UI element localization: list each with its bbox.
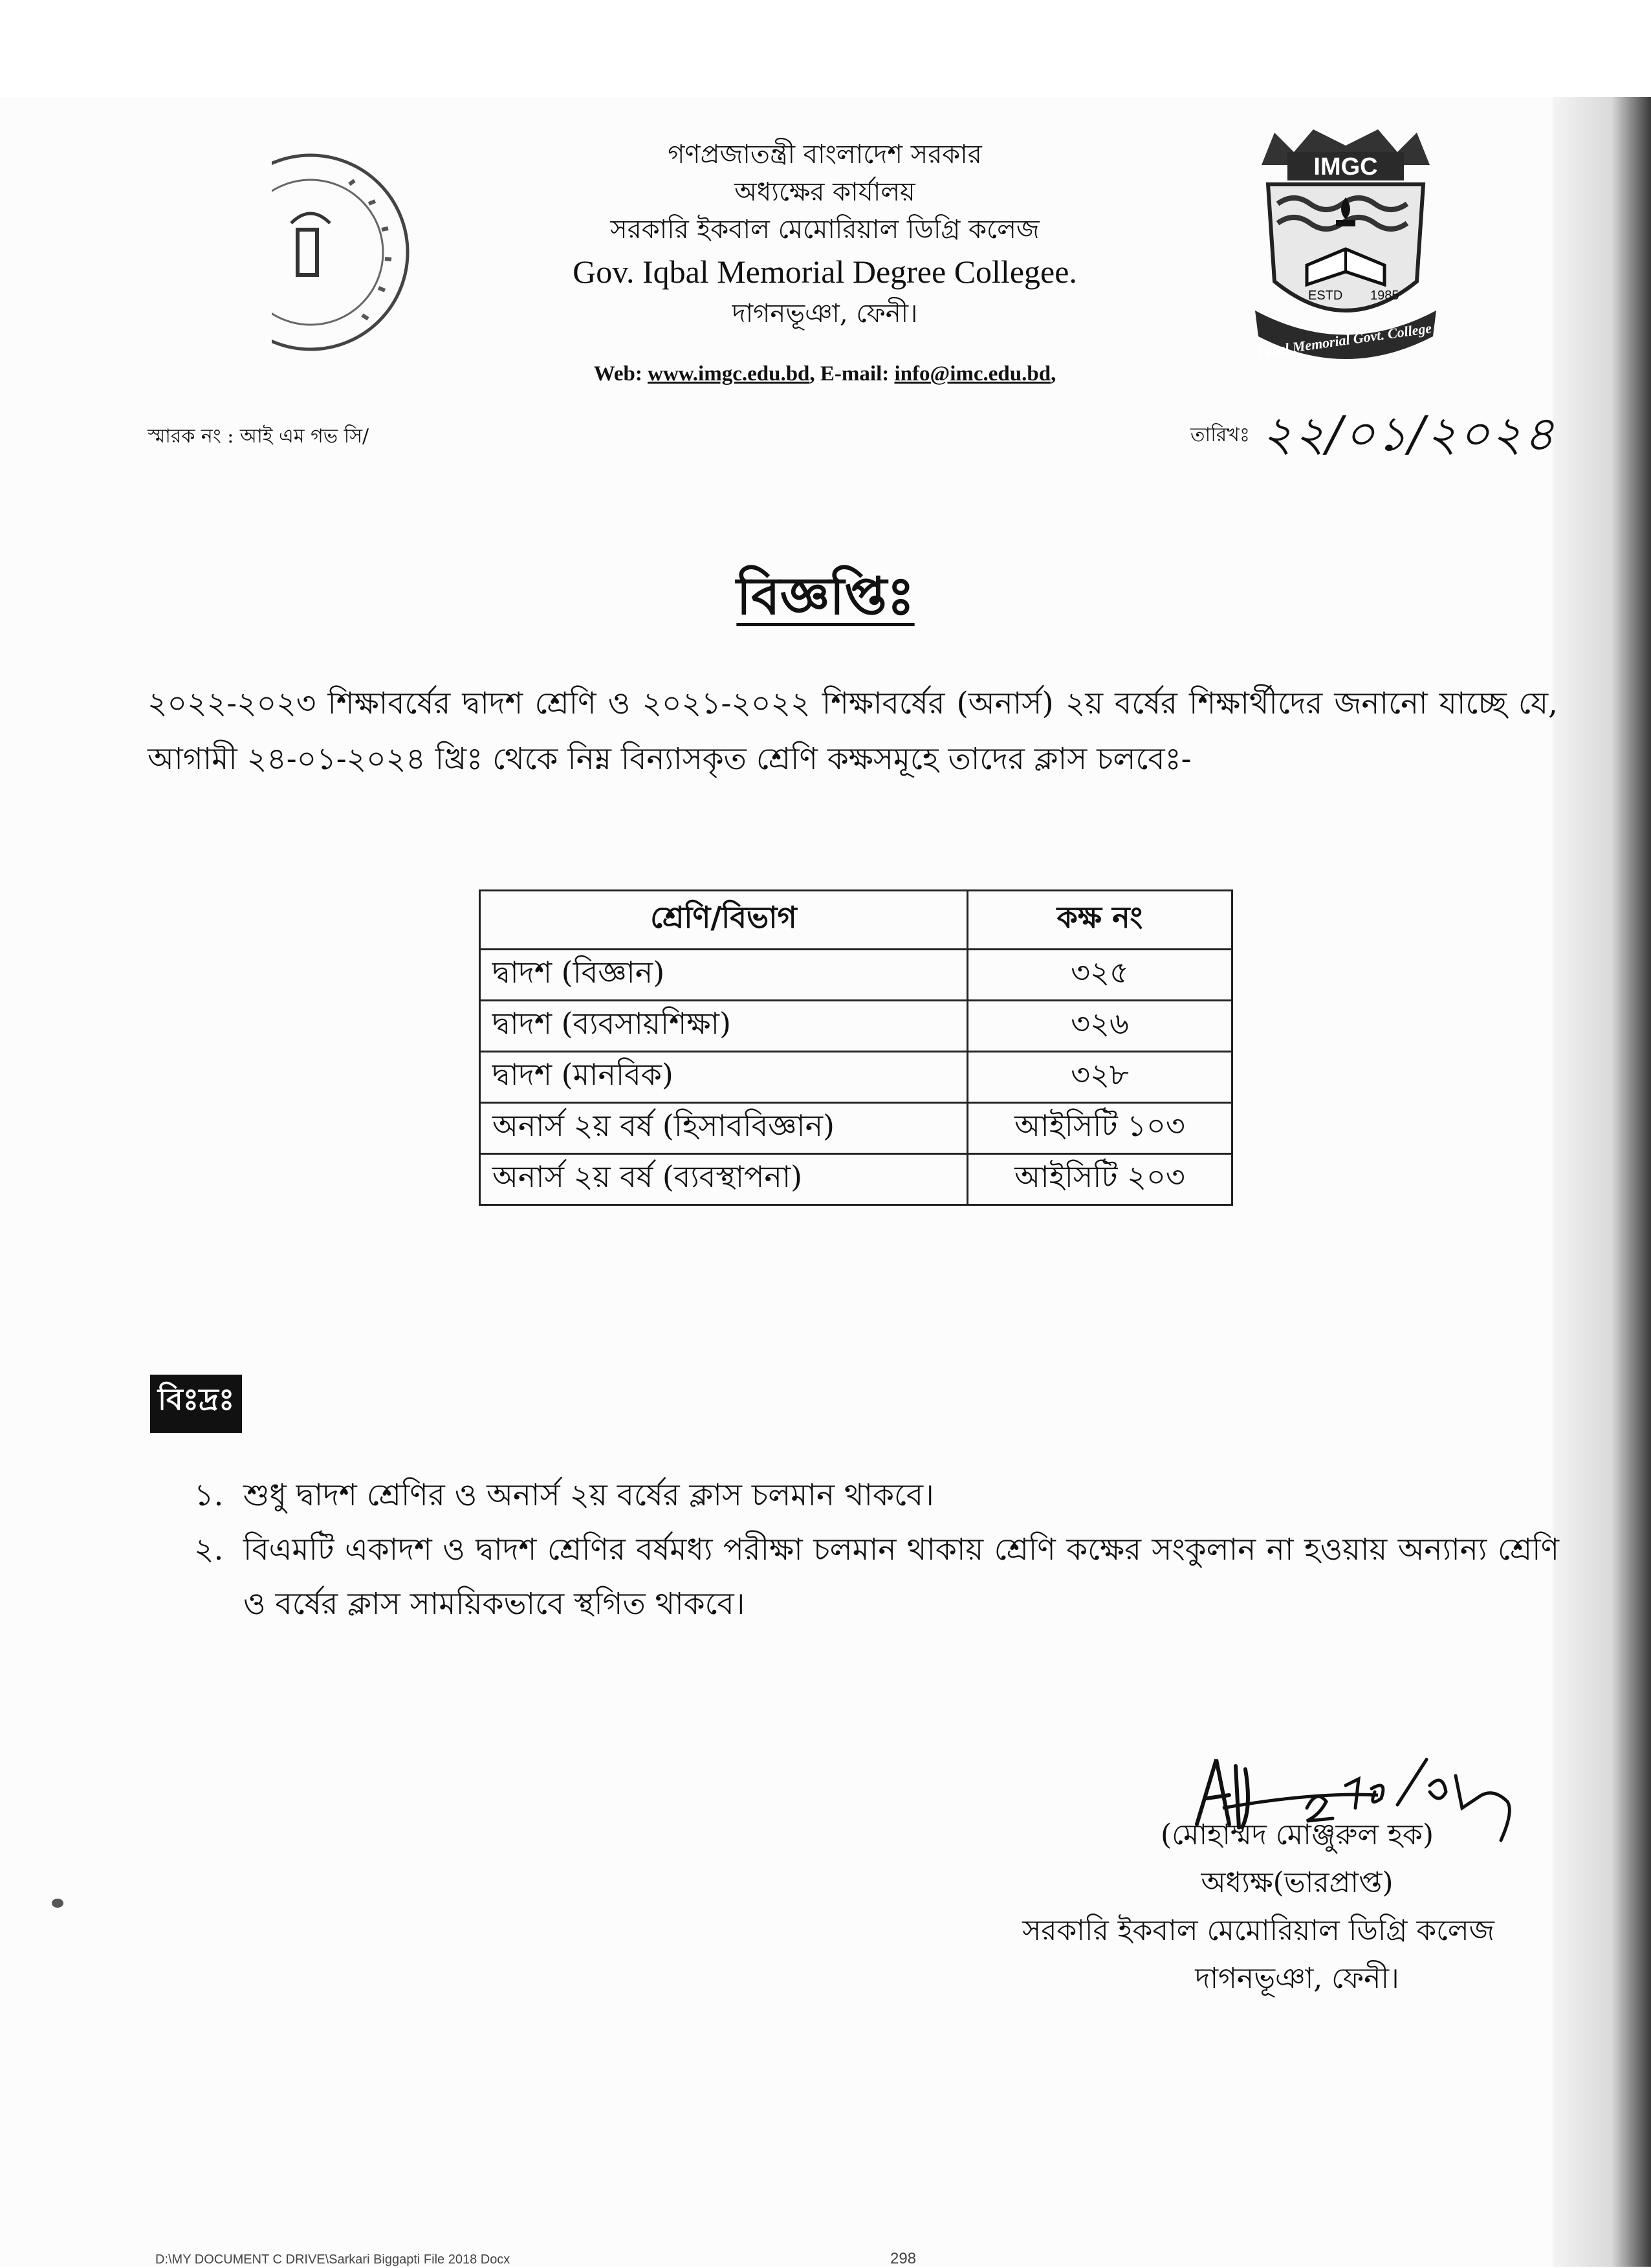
table-row: [480, 1052, 1232, 1103]
crest-ribbon-text: Iqbal Memorial Govt. College: [1257, 320, 1433, 360]
letterhead-college-bn: সরকারি ইকবাল মেমোরিয়াল ডিগ্রি কলেজ: [610, 215, 1040, 245]
signatory-location: দাগনভূঞা, ফেনী।: [1195, 1962, 1399, 1995]
memo-number: স্মারক নং : আই এম গভ সি/: [148, 425, 369, 448]
table-row: [480, 1154, 1232, 1205]
table-row: [480, 1103, 1232, 1154]
contact-end: ,: [1051, 362, 1056, 386]
letterhead-office: অধ্যক্ষের কার্যালয়: [734, 177, 915, 207]
date-label: তারিখঃ: [1190, 424, 1250, 446]
cell-class: অনার্স ২য় বর্ষ (ব্যবস্থাপনা): [480, 1154, 968, 1205]
signatory-institution: সরকারি ইকবাল মেমোরিয়াল ডিগ্রি কলেজ: [1022, 1914, 1494, 1947]
signatory-designation: অধ্যক্ষ(ভারপ্রাপ্ত): [1201, 1866, 1394, 1899]
crest-estd: ESTD: [1308, 289, 1343, 303]
notice-body: ২০২২-২০২৩ শিক্ষাবর্ষের দ্বাদশ শ্রেণি ও ২০২১-২০২২ শিক্ষাবর্ষের (অনার্স) ২য় বর্ষের শিক্ষার্থীদের জনানো যাচ্ছে যে, আগামী ২৪-০১-২০২৪ খ্রিঃ থেকে নিম্ন বিন্যাসকৃত শ্রেণি কক্ষসমূহে তাদের ক্লাস চলবেঃ-: [148, 686, 1558, 777]
date-handwritten: ২২/০১/২০২৪: [1262, 406, 1556, 462]
cell-room: আইসিটি ১০৩: [968, 1103, 1232, 1154]
notes-list: [194, 1468, 1559, 1631]
cell-room: ৩২৫: [968, 950, 1232, 1001]
cell-room: ৩২৬: [968, 1001, 1232, 1052]
letterhead-location: দাগনভূঞা, ফেনী।: [732, 299, 918, 329]
table-row: [480, 950, 1232, 1001]
cell-room: আইসিটি ২০৩: [968, 1154, 1232, 1205]
header-class-department: শ্রেণি/বিভাগ: [480, 891, 968, 950]
crest-acronym: IMGC: [1313, 153, 1378, 180]
note-number: ১.: [194, 1477, 224, 1513]
letterhead-college-en: Gov. Iqbal Memorial Degree Collegee.: [573, 254, 1077, 290]
notice-title: বিজ্ঞপ্তিঃ: [736, 565, 915, 626]
cell-class: দ্বাদশ (বিজ্ঞান): [480, 950, 968, 1001]
list-item: [194, 1523, 1559, 1631]
letterhead: [453, 136, 1197, 333]
note-number: ২.: [194, 1532, 224, 1567]
website-link[interactable]: www.imgc.edu.bd: [648, 362, 810, 386]
note-label: বিঃদ্রঃ: [150, 1375, 242, 1433]
signatory-name: (মোহাম্মদ মোঞ্জুরুল হক): [1160, 1818, 1434, 1851]
email-link[interactable]: info@imc.edu.bd: [894, 362, 1051, 386]
scan-margin-top: [0, 0, 1651, 97]
cell-class: দ্বাদশ (ব্যবসায়শিক্ষা): [480, 1001, 968, 1052]
room-allocation-table: [479, 889, 1233, 1206]
email-label: , E-mail:: [809, 362, 895, 386]
footer-file-path: D:\MY DOCUMENT C DRIVE\Sarkari Biggapti File 2018 Docx: [155, 2252, 510, 2267]
signatory-block: [964, 1811, 1494, 2003]
list-item: [194, 1468, 1559, 1523]
table-row: [480, 1001, 1232, 1052]
table-header-row: [480, 891, 1232, 950]
college-crest-icon: [1249, 126, 1443, 372]
scan-edge-right: [1553, 97, 1651, 2267]
cell-class: দ্বাদশ (মানবিক): [480, 1052, 968, 1103]
crest-year: 1985: [1370, 289, 1399, 303]
cell-class: অনার্স ২য় বর্ষ (হিসাববিজ্ঞান): [480, 1103, 968, 1154]
letterhead-government: গণপ্রজাতন্ত্রী বাংলাদেশ সরকার: [668, 140, 982, 169]
note-text: বিএমটি একাদশ ও দ্বাদশ শ্রেণির বর্ষমধ্য পরীক্ষা চলমান থাকায় শ্রেণি কক্ষের সংকুলান না হওয়ায় অন্যান্য শ্রেণি ও বর্ষের ক্লাস সাময়িকভাবে স্থগিত থাকবে।: [243, 1532, 1559, 1622]
header-room-no: কক্ষ নং: [968, 891, 1232, 950]
cell-room: ৩২৮: [968, 1052, 1232, 1103]
footer-page-number: 298: [890, 2250, 917, 2267]
web-label: Web:: [593, 362, 648, 386]
notice-title-wrap: [0, 556, 1651, 643]
note-text: শুধু দ্বাদশ শ্রেণির ও অনার্স ২য় বর্ষের ক্লাস চলমান থাকবে।: [243, 1477, 934, 1513]
contact-line: [453, 362, 1197, 386]
scan-speck: [52, 1899, 63, 1908]
